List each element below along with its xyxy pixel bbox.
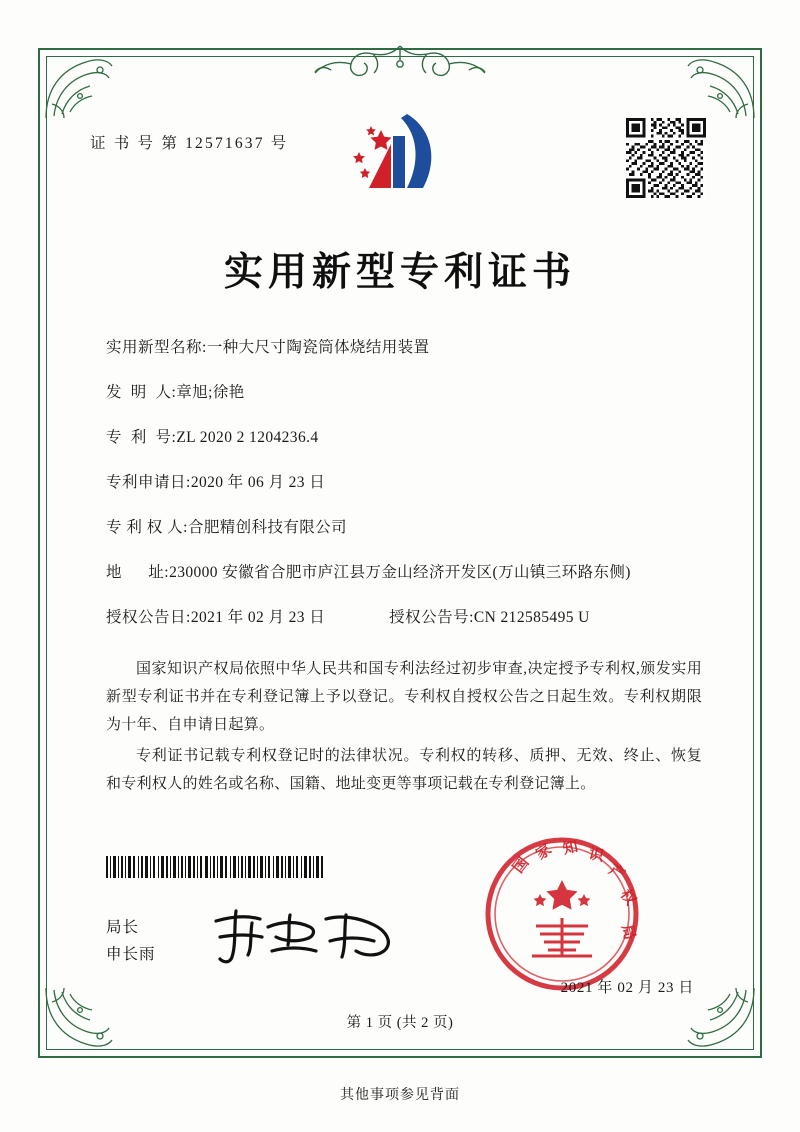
page-indicator: 第 1 页 (共 2 页) [346, 1015, 454, 1031]
field-value: 合肥精创科技有限公司 [187, 519, 347, 537]
field-label: 专 利 号: [106, 429, 177, 447]
signature-block [106, 914, 156, 968]
certificate-content [46, 56, 754, 1050]
field-row-address [106, 561, 706, 585]
field-label: 专利申请日: [106, 474, 191, 492]
field-value: ZL 2020 2 1204236.4 [176, 429, 319, 447]
legal-paragraph-1: 国家知识产权局依照中华人民共和国专利法经过初步审查,决定授予专利权,颁发实用新型专利证书并在专利登记簿上予以登记。专利权自授权公告之日起生效。专利权期限为十年、自申请日起算。 [106, 661, 702, 733]
field-list [106, 336, 706, 651]
signature-name: 申长雨 [106, 946, 156, 964]
seal-date: 2021 年 02 月 23 日 [560, 980, 694, 996]
svg-text:家: 家 [532, 839, 555, 864]
field-label: 发 明 人: [106, 384, 177, 402]
field-row-patent-number [106, 426, 706, 450]
field-label: 专 利 权 人: [106, 519, 188, 537]
qr-code-icon [626, 118, 706, 198]
svg-text:权: 权 [616, 885, 641, 909]
footer-note: 其他事项参见背面 [340, 1088, 460, 1103]
field-label: 地 址: [106, 564, 170, 582]
announce-number-label: 授权公告号: [389, 609, 474, 627]
signature-role-label: 局长 [106, 919, 140, 936]
field-row-invention-name [106, 336, 706, 360]
field-value: 230000 安徽省合肥市庐江县万金山经济开发区(万山镇三环路东侧) [169, 564, 631, 582]
announce-date-value: 2021 年 02 月 23 日 [190, 609, 326, 627]
field-label: 实用新型名称: [106, 339, 207, 356]
page-title: 实用新型专利证书 [223, 249, 576, 295]
barcode-icon [106, 856, 324, 878]
cnipa-logo-icon [335, 106, 465, 211]
announce-date-label: 授权公告日: [106, 609, 191, 627]
legal-paragraph-2: 专利证书记载专利权登记时的法律状况。专利权的转移、质押、无效、终止、恢复和专利权人的姓名或名称、国籍、地址变更等事项记载在专利登记簿上。 [106, 748, 702, 792]
legal-text [106, 656, 702, 803]
field-value: 一种大尺寸陶瓷筒体烧结用装置 [206, 339, 430, 356]
field-row-application-date [106, 471, 706, 495]
field-row-inventor [106, 381, 706, 405]
official-seal-icon [482, 834, 642, 994]
svg-text:产: 产 [605, 860, 629, 884]
svg-text:知: 知 [561, 837, 580, 858]
field-row-grant-announcement [106, 606, 706, 630]
field-value: 章旭;徐艳 [176, 384, 245, 402]
field-row-patentee [106, 516, 706, 540]
handwritten-signature-icon [206, 901, 406, 971]
svg-text:识: 识 [587, 844, 606, 866]
announce-number-value: CN 212585495 U [473, 609, 590, 627]
svg-text:局: 局 [618, 922, 640, 942]
field-value: 2020 年 06 月 23 日 [190, 474, 326, 492]
svg-text:国: 国 [508, 853, 533, 877]
certificate-number: 证 书 号 第 12571637 号 [90, 135, 289, 152]
